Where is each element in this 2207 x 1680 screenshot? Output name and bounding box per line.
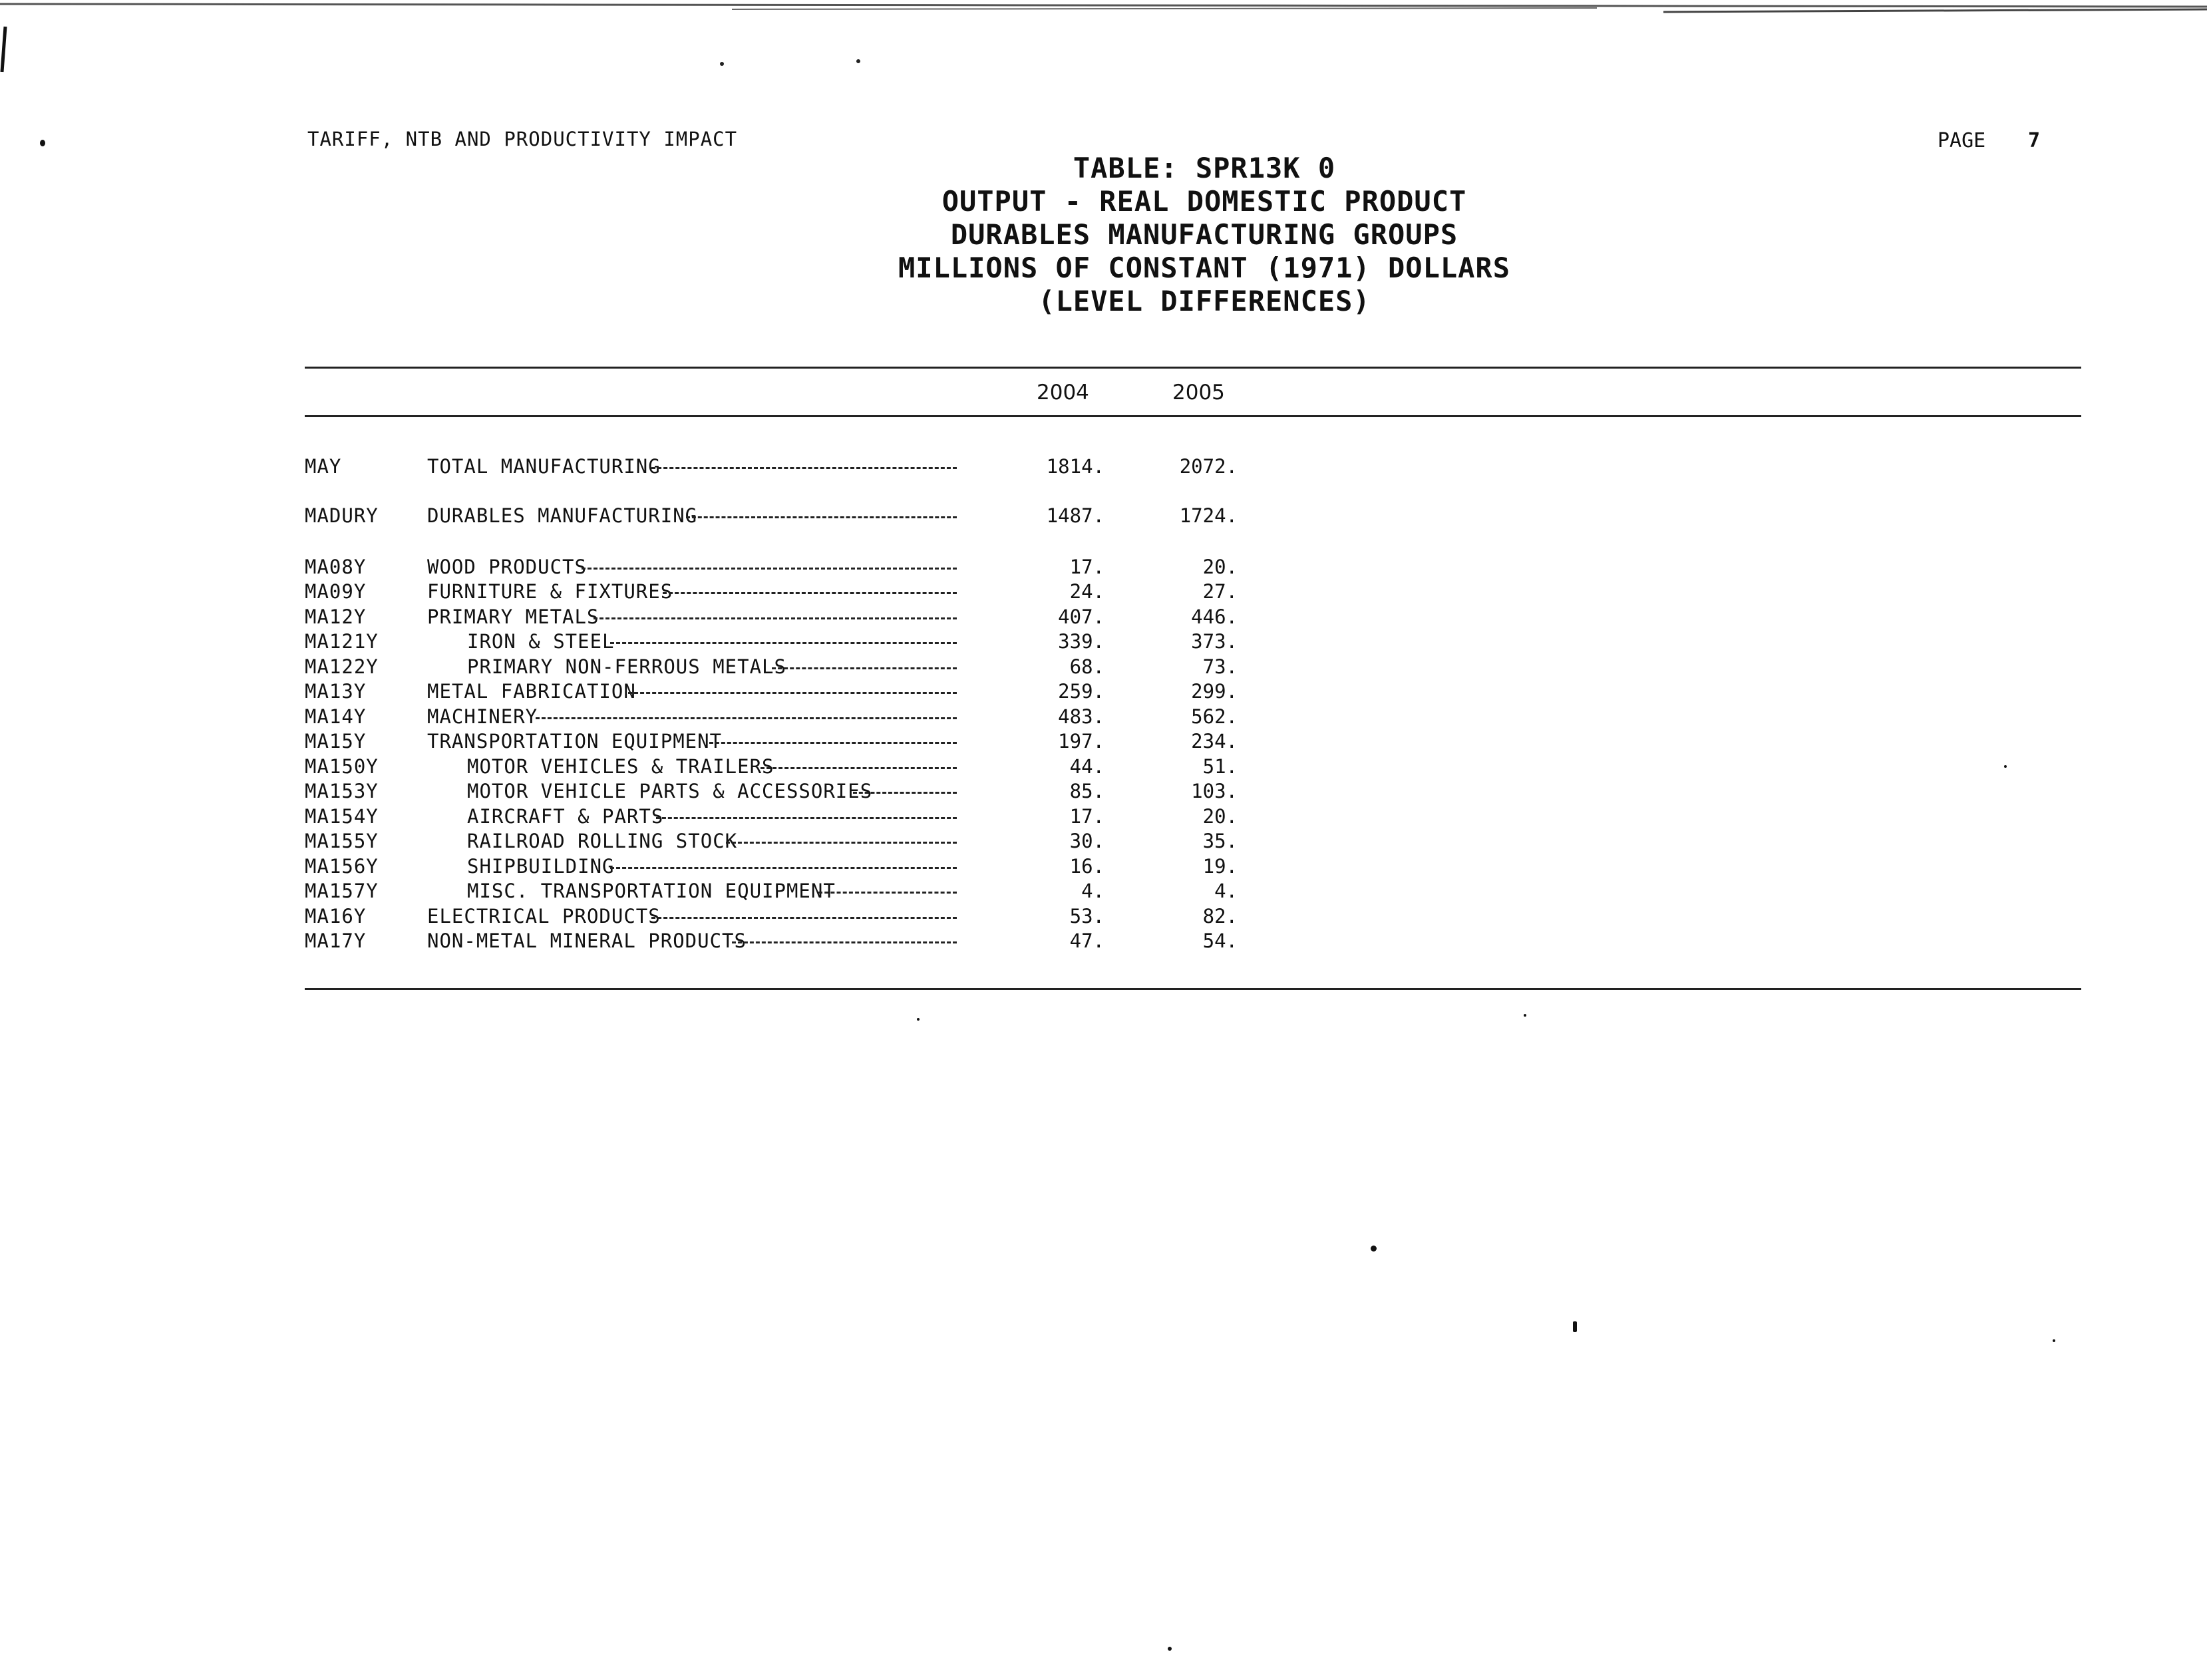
row-dash-leader: [732, 941, 957, 943]
row-value-2005: 1724.: [1179, 504, 1238, 527]
row-code: MA17Y: [305, 929, 367, 952]
table-units: MILLIONS OF CONSTANT (1971) DOLLARS: [898, 252, 1510, 284]
row-label: SHIPBUILDING: [467, 855, 615, 878]
row-dash-leader: [582, 568, 957, 570]
table-row: [0, 605, 2207, 630]
row-value-2005: 446.: [1191, 605, 1238, 628]
table-row: [0, 556, 2207, 580]
row-dash-leader: [663, 592, 957, 594]
row-value-2005: 51.: [1202, 755, 1238, 778]
row-label: METAL FABRICATION: [427, 680, 636, 703]
row-label: MISC. TRANSPORTATION EQUIPMENT: [467, 880, 836, 902]
row-code: MADURY: [305, 504, 379, 527]
column-header-2005: 2005: [1172, 381, 1225, 405]
row-value-2005: 20.: [1202, 805, 1238, 828]
row-value-2004: 24.: [1069, 580, 1104, 603]
row-dash-leader: [726, 842, 957, 844]
row-dash-leader: [761, 767, 957, 769]
row-value-2004: 407.: [1058, 605, 1104, 628]
row-label: MOTOR VEHICLES & TRAILERS: [467, 755, 774, 778]
row-code: MA15Y: [305, 730, 367, 753]
row-dash-leader: [651, 467, 957, 469]
table-row: [0, 730, 2207, 755]
row-dash-leader: [818, 892, 957, 894]
row-dash-leader: [628, 692, 957, 694]
row-value-2004: 68.: [1069, 655, 1104, 678]
row-code: MA154Y: [305, 805, 379, 828]
row-value-2004: 53.: [1069, 905, 1104, 927]
row-dash-leader: [536, 717, 957, 719]
row-value-2004: 17.: [1069, 556, 1104, 578]
row-label: TOTAL MANUFACTURING: [427, 455, 661, 478]
row-value-2004: 4.: [1081, 880, 1104, 902]
row-label: PRIMARY NON-FERROUS METALS: [467, 655, 786, 678]
row-code: MA08Y: [305, 556, 367, 578]
report-title: TARIFF, NTB AND PRODUCTIVITY IMPACT: [307, 128, 738, 150]
row-value-2005: 299.: [1191, 680, 1238, 703]
scan-speck: [40, 140, 45, 146]
table-row: [0, 580, 2207, 605]
row-dash-leader: [594, 617, 957, 619]
table-row: [0, 705, 2207, 730]
row-code: MA153Y: [305, 780, 379, 802]
row-label: DURABLES MANUFACTURING: [427, 504, 698, 527]
row-code: MA122Y: [305, 655, 379, 678]
table-row: [0, 755, 2207, 780]
table-subject: OUTPUT - REAL DOMESTIC PRODUCT: [941, 185, 1467, 218]
table-row: [0, 830, 2207, 854]
row-value-2004: 44.: [1069, 755, 1104, 778]
row-value-2004: 16.: [1069, 855, 1104, 878]
table-top-rule: [305, 367, 2081, 369]
row-dash-leader: [610, 642, 957, 644]
table-title-block: [798, 152, 1610, 318]
row-label: NON-METAL MINERAL PRODUCTS: [427, 929, 747, 952]
row-code: MA157Y: [305, 880, 379, 902]
row-dash-leader: [772, 667, 957, 669]
table-group: DURABLES MANUFACTURING GROUPS: [950, 218, 1458, 251]
row-code: MA156Y: [305, 855, 379, 878]
row-code: MA13Y: [305, 680, 367, 703]
row-dash-leader: [656, 817, 957, 819]
row-value-2005: 2072.: [1179, 455, 1238, 478]
row-value-2005: 20.: [1202, 556, 1238, 578]
table-row: [0, 680, 2207, 705]
row-code: MA155Y: [305, 830, 379, 852]
page-number: 7: [2028, 129, 2041, 152]
row-value-2004: 1487.: [1046, 504, 1104, 527]
row-label: FURNITURE & FIXTURES: [427, 580, 673, 603]
row-value-2004: 85.: [1069, 780, 1104, 802]
row-value-2005: 19.: [1202, 855, 1238, 878]
row-code: MA16Y: [305, 905, 367, 927]
scan-speck: [2004, 765, 2007, 768]
table-row: [0, 630, 2207, 655]
row-label: PRIMARY METALS: [427, 605, 599, 628]
scan-speck: [1573, 1321, 1577, 1332]
row-value-2004: 339.: [1058, 630, 1104, 653]
row-label: IRON & STEEL: [467, 630, 615, 653]
table-row: [0, 929, 2207, 954]
row-value-2005: 54.: [1202, 929, 1238, 952]
row-value-2005: 35.: [1202, 830, 1238, 852]
row-dash-leader: [853, 792, 957, 794]
row-dash-leader: [709, 742, 957, 744]
row-label: MACHINERY: [427, 705, 538, 728]
row-dash-leader: [610, 867, 957, 869]
row-value-2004: 47.: [1069, 929, 1104, 952]
row-value-2004: 1814.: [1046, 455, 1104, 478]
row-code: MA09Y: [305, 580, 367, 603]
row-value-2004: 17.: [1069, 805, 1104, 828]
row-code: MAY: [305, 455, 342, 478]
row-value-2005: 562.: [1191, 705, 1238, 728]
row-label: ELECTRICAL PRODUCTS: [427, 905, 661, 927]
scan-speck: [1371, 1246, 1377, 1252]
row-label: AIRCRAFT & PARTS: [467, 805, 664, 828]
row-value-2005: 27.: [1202, 580, 1238, 603]
row-dash-leader: [686, 516, 957, 518]
scan-speck: [1524, 1014, 1526, 1017]
scan-speck: [1168, 1647, 1172, 1651]
row-value-2004: 30.: [1069, 830, 1104, 852]
table-row: [0, 855, 2207, 880]
row-value-2005: 373.: [1191, 630, 1238, 653]
column-header-2004: 2004: [1037, 381, 1089, 405]
table-row: [0, 455, 2207, 480]
table-bottom-rule: [305, 988, 2081, 990]
row-value-2004: 259.: [1058, 680, 1104, 703]
row-value-2004: 483.: [1058, 705, 1104, 728]
table-id: TABLE: SPR13K 0: [1073, 152, 1336, 184]
table-row: [0, 805, 2207, 830]
table-row: [0, 504, 2207, 529]
scan-speck: [917, 1018, 920, 1021]
row-code: MA12Y: [305, 605, 367, 628]
row-value-2005: 103.: [1191, 780, 1238, 802]
row-code: MA121Y: [305, 630, 379, 653]
row-value-2005: 234.: [1191, 730, 1238, 753]
row-value-2005: 82.: [1202, 905, 1238, 927]
table-row: [0, 655, 2207, 680]
row-label: RAILROAD ROLLING STOCK: [467, 830, 738, 852]
scan-artifact-top: [0, 0, 2207, 73]
table-row: [0, 880, 2207, 904]
row-label: TRANSPORTATION EQUIPMENT: [427, 730, 723, 753]
row-value-2005: 4.: [1214, 880, 1238, 902]
page-label: PAGE: [1938, 129, 1986, 152]
row-label: WOOD PRODUCTS: [427, 556, 587, 578]
table-row: [0, 780, 2207, 804]
row-code: MA14Y: [305, 705, 367, 728]
row-dash-leader: [651, 917, 957, 919]
row-label: MOTOR VEHICLE PARTS & ACCESSORIES: [467, 780, 873, 802]
row-value-2004: 197.: [1058, 730, 1104, 753]
table-header-rule: [305, 415, 2081, 417]
row-value-2005: 73.: [1202, 655, 1238, 678]
scan-speck: [2053, 1339, 2055, 1342]
row-code: MA150Y: [305, 755, 379, 778]
table-measure: (LEVEL DIFFERENCES): [1038, 285, 1371, 317]
table-row: [0, 905, 2207, 929]
